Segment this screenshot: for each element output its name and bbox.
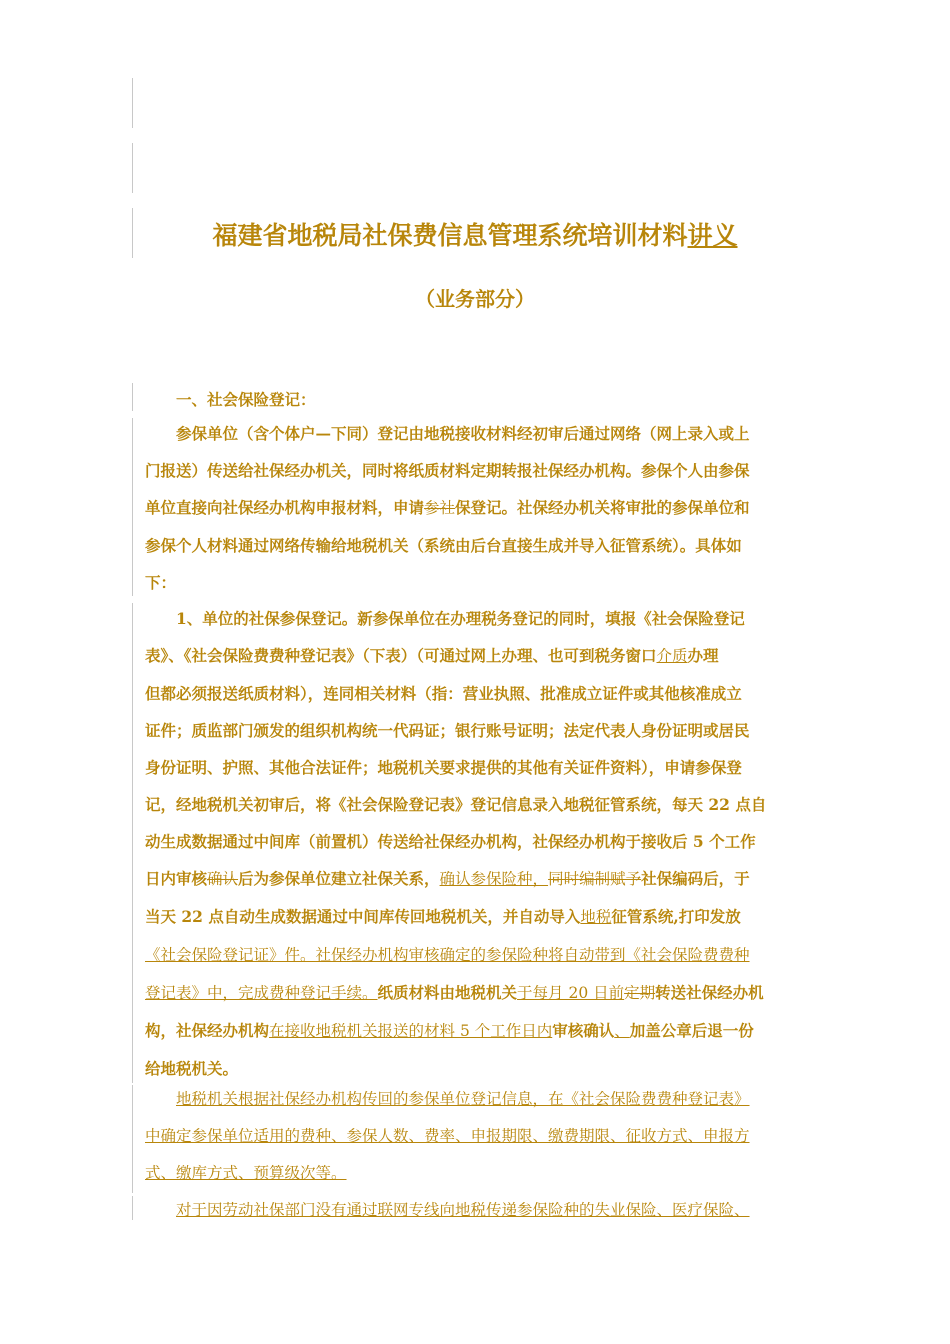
inserted-text: 在接收地税机关报送的材料 5 个工作日内 (269, 1022, 553, 1040)
document-title (0, 216, 950, 256)
inserted-text: 确认参保险种， (439, 870, 549, 888)
p2-line (145, 936, 807, 974)
p2-line: 但都必须报送纸质材料），连同相关材料（指：营业执照、批准成立证件或其他核准成立 (145, 684, 742, 703)
paragraph-4 (145, 1192, 807, 1229)
p2-text: 表》、《社会保险费费种登记表》（下表）（可通过网上办理、也可到税务窗口 (145, 646, 657, 665)
p2-line (145, 974, 807, 1012)
title-main: 福建省地税局社保费信息管理系统培训材料 (212, 221, 688, 250)
p3-line: 式、缴库方式、预算级次等。 (145, 1164, 347, 1182)
p2-text: 加盖公章后退一份 (629, 1021, 754, 1040)
p3-line: 中确定参保单位适用的费种、参保人数、费率、申报期限、缴费期限、征收方式、申报方 (145, 1127, 750, 1145)
p2-line: 身份证明、护照、其他合法证件；地税机关要求提供的其他有关证件资料），申请参保登 (145, 758, 742, 777)
heading-text: 一、社会保险登记： (176, 390, 316, 409)
p2-text: 当天 22 点自动生成数据通过中间库传回地税机关，并自动导入 (145, 907, 581, 926)
deleted-text: 同时编制 (548, 870, 611, 888)
p1-text: 单位直接向社保经办机构申报材料，申请 (145, 498, 425, 517)
change-bar (132, 418, 133, 596)
p4-line: 对于因劳动社保部门没有通过联网专线向地税传递参保险种的失业保险、医疗保险、 (176, 1201, 750, 1219)
p1-line: 门报送）传送给社保经办机关，同时将纸质材料定期转报社保经办机构。参保个人由参保 (145, 461, 750, 480)
deleted-text: 参社 (424, 499, 456, 517)
p2-text: 审核确认 (552, 1021, 615, 1040)
change-bar (132, 1196, 133, 1220)
p2-text: 日内审核 (145, 869, 208, 888)
p2-text: 构，社保经办机构 (145, 1021, 270, 1040)
deleted-text: 确认 (207, 870, 239, 888)
inserted-text: 地税 (580, 908, 612, 926)
paragraph-1 (145, 415, 807, 601)
p3-line: 地税机关根据社保经办机构传回的参保单位登记信息，在《社会保险费费种登记表》 (176, 1090, 750, 1108)
p2-text: 社保编码后，于 (641, 869, 750, 888)
inserted-text: 介质 (656, 647, 688, 665)
change-bar (132, 603, 133, 1083)
change-bar (132, 1085, 133, 1193)
inserted-text: 于每月 20 日前 (517, 984, 625, 1002)
section-heading (145, 381, 807, 418)
document-subtitle: （业务部分） (415, 287, 535, 311)
p2-line (145, 860, 807, 898)
paragraph-2 (145, 600, 807, 1087)
p2-line: 记，经地税机关初审后，将《社会保险登记表》登记信息录入地税征管系统，每天 22 点自 (145, 795, 767, 814)
p2-text: 征管系统,打印发放 (611, 907, 741, 926)
change-bar (132, 78, 133, 128)
p1-line (145, 489, 807, 527)
title-suffix: 讲义 (687, 221, 738, 250)
p2-text: 纸质材料由地税机关 (377, 983, 518, 1002)
change-bar (132, 383, 133, 411)
p2-line: 给地税机关。 (145, 1059, 239, 1078)
p2-line (145, 1012, 807, 1050)
p2-line: 动生成数据通过中间库（前置机）传送给社保经办机构，社保经办机构于接收后 5 个工作 (145, 832, 756, 851)
p1-line: 参保单位（含个体户—下同）登记由地税接收材料经初审后通过网络（网上录入或上 (176, 424, 750, 443)
change-bar (132, 143, 133, 193)
p1-line: 参保个人材料通过网络传输给地税机关（系统由后台直接生成并导入征管系统）。具体如 (145, 536, 742, 555)
p1-line: 下： (145, 573, 177, 592)
p2-line (145, 637, 807, 675)
inserted-text: 、 (614, 1022, 630, 1040)
p2-text: 办理 (687, 646, 719, 665)
p2-text: 转送社保经办机 (655, 983, 764, 1002)
deleted-text: 赋予 (610, 870, 642, 888)
inserted-text: 登记表》中，完成费种登记手续。 (145, 984, 378, 1002)
p2-text: 后为参保单位建立社保关系， (238, 869, 440, 888)
p2-line (145, 898, 807, 936)
paragraph-3 (145, 1081, 807, 1192)
p1-text: 保登记。社保经办机关将审批的参保单位和 (455, 498, 750, 517)
p2-line: 证件；质监部门颁发的组织机构统一代码证；银行账号证明；法定代表人身份证明或居民 (145, 721, 750, 740)
inserted-text: 《社会保险登记证》件。 (145, 946, 316, 964)
inserted-text: 社保经办机构审核确定的参保险种将自动带到《社会保险费费种 (315, 946, 750, 964)
p2-line: 1、单位的社保参保登记。新参保单位在办理税务登记的同时，填报《社会保险登记 (176, 609, 745, 628)
deleted-text: 定期 (624, 984, 656, 1002)
